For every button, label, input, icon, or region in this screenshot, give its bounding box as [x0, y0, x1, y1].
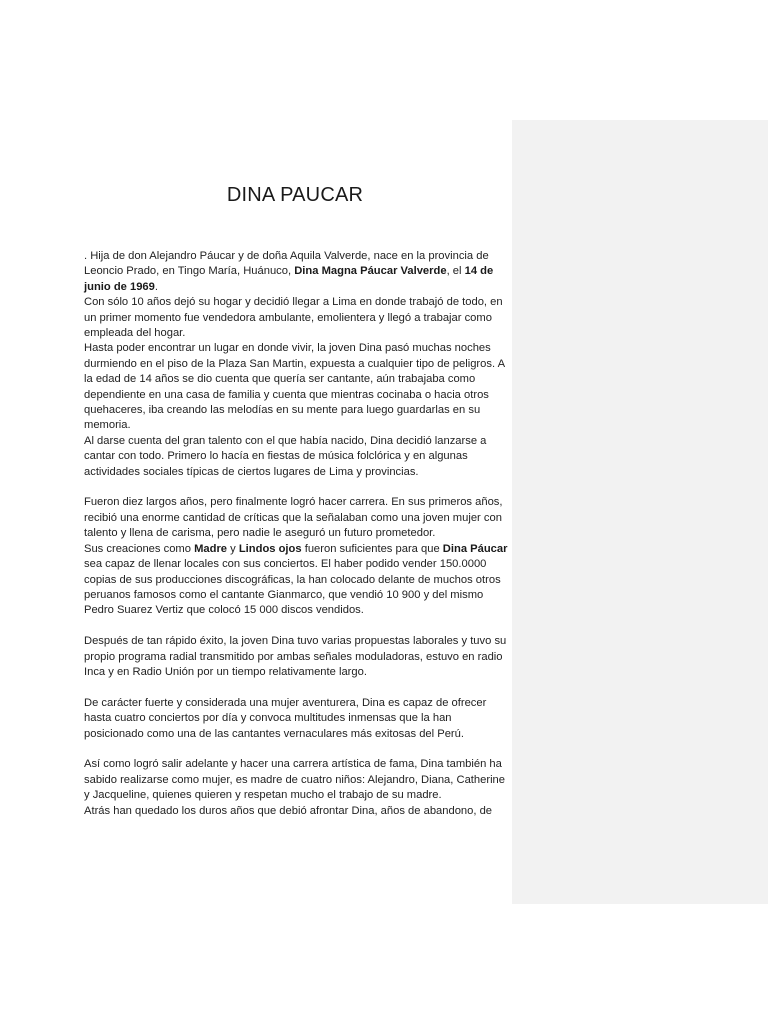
text-run: sea capaz de llenar locales con sus conciertos. El haber podido vender 150.0000 copias de sus producciones discográficas, la han colocado delante de muchos otros peruanos famosos como el cantante Gianmarco, que vendió 10 900 y del mismo Pedro Suarez Vertiz que colocó 15 000 discos vendidos. [84, 558, 501, 617]
paragraph-1 [84, 249, 508, 295]
paragraph-6 [84, 542, 508, 619]
comment-pane [512, 120, 768, 904]
document-body [84, 249, 508, 819]
bold-name: Dina Magna Páucar Valverde [294, 265, 447, 278]
paragraph-3: Hasta poder encontrar un lugar en donde vivir, la joven Dina pasó muchas noches durmiendo en el piso de la Plaza San Martin, expuesta a cualquier tipo de peligros. A la edad de 14 años se dio cuenta que quería ser cantante, aún trabajaba como dependiente en una casa de familia y cuenta que mientras cocinaba o hacia otros quehaceres, iba creando las melodías en su mente para luego guardarlas en su memoria. [84, 342, 505, 432]
paragraph-8: De carácter fuerte y considerada una mujer aventurera, Dina es capaz de ofrecer hasta cuatro conciertos por día y convoca multitudes inmensas que la han posicionado como una de las cantantes vernaculares más exitosas del Perú. [84, 696, 487, 740]
text-run: y [227, 542, 239, 555]
paragraph-2: Con sólo 10 años dejó su hogar y decidió llegar a Lima en donde trabajó de todo, en un primer momento fue vendedora ambulante, emolientera y llegó a trabajar como empleada del hogar. [84, 296, 503, 340]
bold-song-title: Lindos ojos [238, 542, 302, 555]
paragraph-5: Fueron diez largos años, pero finalmente logró hacer carrera. En sus primeros años, recibió una enorme cantidad de críticas que la señalaban como una joven mujer con talento y llena de carisma, pero nadie le aseguró un futuro prometedor. [84, 496, 503, 540]
text-run: . Hija de don Alejandro Páucar y de doña Aquila Valverde, nace en la provincia de Leoncio Prado, en Tingo María, Huánuco, [84, 250, 489, 278]
bold-song-title: Madre [194, 542, 228, 555]
document-title: DINA PAUCAR [226, 184, 364, 206]
paragraph-10: Atrás han quedado los duros años que debió afrontar Dina, años de abandono, de [84, 804, 493, 817]
text-run: . [154, 280, 158, 293]
text-run: fueron suficientes para que [301, 542, 443, 555]
paragraph-7: Después de tan rápido éxito, la joven Dina tuvo varias propuestas laborales y tuvo su propio programa radial transmitido por ambas señales moduladoras, estuvo en radio Inca y en Radio Unión por un tiempo relativamente largo. [84, 635, 507, 678]
bold-name: Dina Páucar [442, 542, 508, 555]
paragraph-4: Al darse cuenta del gran talento con el que había nacido, Dina decidió lanzarse a cantar con todo. Primero lo hacía en fiestas de música folclórica y en algunas actividades sociales típicas de ciertos lugares de Lima y provincias. [84, 434, 487, 478]
paragraph-9: Así como logró salir adelante y hacer una carrera artística de fama, Dina también ha sabido realizarse como mujer, es madre de cuatro niños: Alejandro, Diana, Catherine y Jacqueline, quienes quieren y respetan mucho el trabajo de su madre. [84, 758, 505, 802]
text-run: Sus creaciones como [84, 542, 195, 555]
bold-date: 14 de junio de 1969 [84, 265, 494, 293]
text-run: , el [446, 265, 465, 278]
